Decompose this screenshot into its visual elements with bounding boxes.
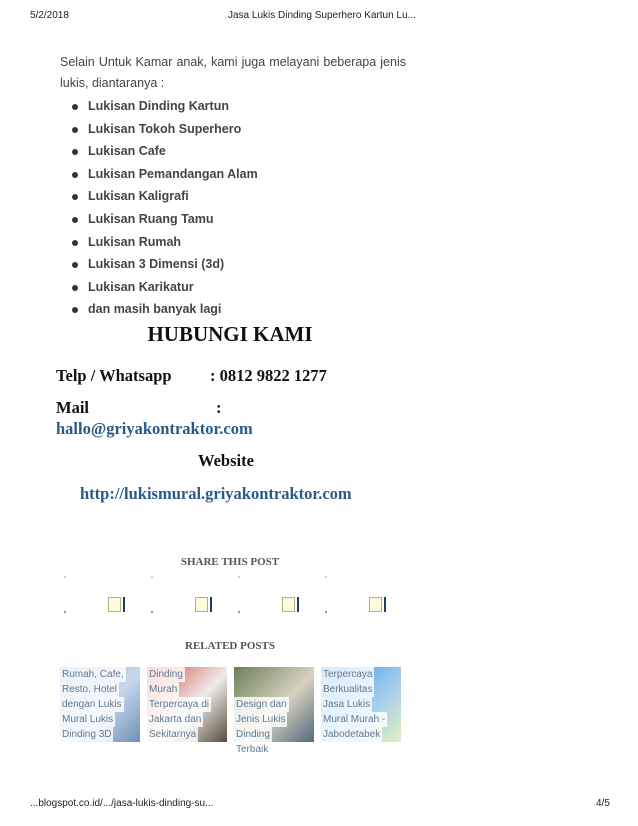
print-url: ...blogspot.co.id/.../jasa-lukis-dinding-su... [30, 798, 214, 809]
share-icon [195, 597, 208, 612]
intro-paragraph: Selain Untuk Kamar anak, kami juga melayani beberapa jenis lukis, diantaranya : [60, 55, 406, 90]
print-page-title: Jasa Lukis Dinding Superhero Kartun Lu... [228, 10, 416, 21]
caption-line: Jasa Lukis [323, 699, 371, 710]
related-title: RELATED POSTS [185, 640, 275, 652]
share-button[interactable] [147, 573, 229, 619]
related-posts [60, 667, 402, 755]
related-post-card[interactable] [234, 667, 314, 755]
service-label: dan masih banyak lagi [88, 302, 222, 317]
service-label: Lukisan Rumah [88, 234, 182, 249]
share-icon [108, 597, 121, 612]
service-item [66, 95, 258, 118]
service-item [66, 185, 258, 208]
share-marker [151, 576, 153, 578]
share-marker [64, 611, 66, 613]
caption-line: Dinding [236, 729, 270, 740]
caption-line: Berkualitas [323, 684, 373, 695]
caption-line [234, 682, 238, 697]
share-button[interactable] [234, 573, 316, 619]
share-marker [151, 611, 153, 613]
share-marker [238, 611, 240, 613]
service-item [66, 208, 258, 231]
caption-line: Rumah, Cafe, [62, 669, 124, 680]
share-marker [238, 576, 240, 578]
share-icon [282, 597, 295, 612]
share-marker [325, 576, 327, 578]
related-post-card[interactable] [60, 667, 140, 742]
caption-line: Dinding 3D [62, 729, 112, 740]
bullet-icon [72, 307, 78, 313]
share-icon-bar [384, 597, 386, 612]
related-post-caption[interactable] [234, 667, 314, 757]
bullet-icon [72, 262, 78, 268]
bullet-icon [72, 240, 78, 246]
service-item [66, 253, 258, 276]
caption-line: Mural Murah - [323, 714, 386, 725]
mail-colon: : [216, 398, 222, 417]
caption-line: Murah [149, 684, 178, 695]
service-item [66, 276, 258, 299]
caption-line: Dinding [149, 669, 183, 680]
service-label: Lukisan Kaligrafi [88, 189, 189, 204]
related-post-card[interactable] [147, 667, 227, 742]
caption-line: Terpercaya di [149, 699, 210, 710]
caption-line: Jenis Lukis [236, 714, 286, 725]
share-icon-bar [210, 597, 212, 612]
service-label: Lukisan Karikatur [88, 279, 194, 294]
caption-line [234, 667, 238, 682]
share-button[interactable] [60, 573, 142, 619]
related-post-caption[interactable] [147, 667, 227, 742]
caption-line: Resto, Hotel [62, 684, 118, 695]
service-item [66, 140, 258, 163]
service-item [66, 163, 258, 186]
share-icon [369, 597, 382, 612]
service-label: Lukisan 3 Dimensi (3d) [88, 257, 225, 272]
bullet-icon [72, 172, 78, 178]
share-icon-bar [297, 597, 299, 612]
share-marker [64, 576, 66, 578]
caption-line: Design dan [236, 699, 287, 710]
phone-label: Telp / Whatsapp [56, 366, 172, 385]
phone-value: : 0812 9822 1277 [210, 366, 327, 385]
caption-line: Sekitarnya [149, 729, 197, 740]
service-label: Lukisan Pemandangan Alam [88, 166, 258, 181]
caption-line: dengan Lukis [62, 699, 122, 710]
bullet-icon [72, 285, 78, 291]
caption-line: Mural Lukis [62, 714, 114, 725]
service-label: Lukisan Tokoh Superhero [88, 121, 242, 136]
caption-line: Terpercaya [323, 669, 373, 680]
mail-label: Mail [56, 398, 89, 417]
share-marker [325, 611, 327, 613]
services-list [66, 95, 258, 321]
bullet-icon [72, 104, 78, 110]
service-label: Lukisan Cafe [88, 144, 166, 159]
caption-line: Jabodetabek [323, 729, 381, 740]
caption-line: Terbaik [236, 744, 269, 755]
related-post-caption[interactable] [60, 667, 140, 742]
caption-line: Jakarta dan [149, 714, 202, 725]
bullet-icon [72, 127, 78, 133]
website-label: Website [198, 451, 254, 470]
service-label: Lukisan Ruang Tamu [88, 211, 214, 226]
related-post-card[interactable] [321, 667, 401, 742]
contact-title: HUBUNGI KAMI [147, 322, 313, 346]
print-date: 5/2/2018 [30, 10, 69, 21]
related-post-caption[interactable] [321, 667, 401, 742]
service-item [66, 118, 258, 141]
share-icon-bar [123, 597, 125, 612]
share-title: SHARE THIS POST [180, 556, 280, 568]
service-label: Lukisan Dinding Kartun [88, 99, 229, 113]
bullet-icon [72, 217, 78, 223]
service-item [66, 298, 258, 321]
share-buttons [60, 573, 400, 623]
bullet-icon [72, 149, 78, 155]
share-button[interactable] [321, 573, 403, 619]
email-link[interactable]: hallo@griyakontraktor.com [56, 419, 253, 438]
website-link[interactable]: http://lukismural.griyakontraktor.com [80, 484, 352, 503]
bullet-icon [72, 194, 78, 200]
service-item [66, 231, 258, 254]
print-page-number: 4/5 [596, 798, 610, 809]
